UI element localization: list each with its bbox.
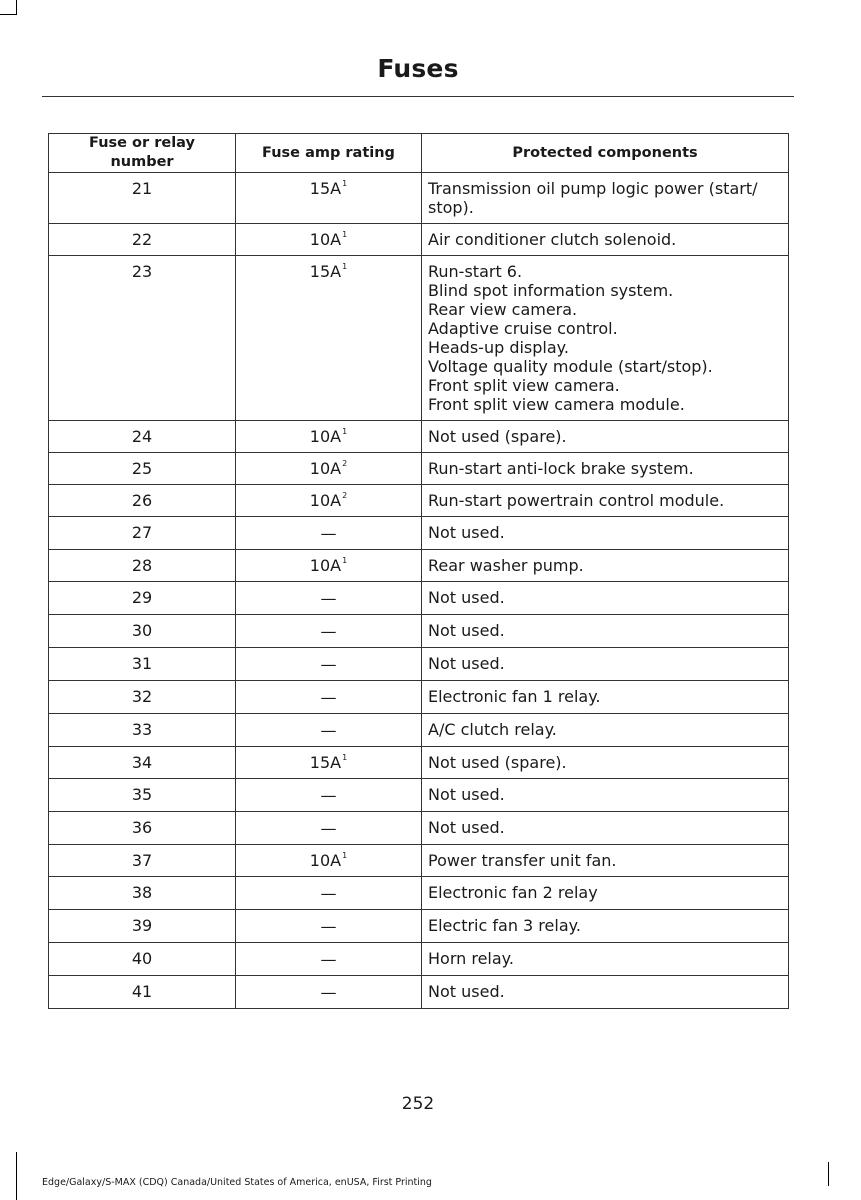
protected-components-cell (422, 976, 789, 1009)
fuse-number-cell: 39 (49, 910, 236, 943)
component-line: Air conditioner clutch solenoid. (428, 230, 677, 249)
amp-value: — (320, 688, 337, 707)
fuse-number-cell: 28 (49, 550, 236, 582)
amp-rating-cell (236, 747, 422, 779)
table-row (49, 517, 789, 550)
amp-value: 15A (309, 262, 342, 281)
table-row (49, 943, 789, 976)
footnote-marker: 1 (342, 753, 348, 762)
footnote-marker: 1 (342, 556, 348, 565)
component-line: Front split view camera module. (428, 395, 685, 414)
table-row (49, 256, 789, 421)
table-row (49, 877, 789, 910)
component-line: Blind spot information system. (428, 281, 674, 300)
protected-components-cell (422, 845, 789, 877)
amp-value: — (320, 655, 337, 674)
amp-rating-cell (236, 224, 422, 256)
component-line: Run-start powertrain control module. (428, 491, 725, 510)
component-line: Not used. (428, 785, 505, 804)
table-header-row (49, 134, 789, 173)
footer-text: Edge/Galaxy/S-MAX (CDQ) Canada/United States of America, enUSA, First Printing (42, 1177, 432, 1188)
footnote-marker: 2 (342, 459, 348, 468)
footnote-marker: 2 (342, 491, 348, 500)
table-row (49, 714, 789, 747)
amp-rating-cell (236, 615, 422, 648)
table-row (49, 910, 789, 943)
footnote-marker: 1 (342, 179, 348, 188)
component-line: Electronic fan 1 relay. (428, 687, 601, 706)
amp-rating-cell (236, 877, 422, 910)
table-row (49, 648, 789, 681)
fuse-number-cell: 32 (49, 681, 236, 714)
component-line: Not used. (428, 523, 505, 542)
protected-components-cell (422, 877, 789, 910)
page-number: 252 (401, 1094, 435, 1114)
footnote-marker: 1 (342, 427, 348, 436)
amp-rating-cell (236, 453, 422, 485)
amp-value: 15A (309, 179, 342, 198)
table-row (49, 453, 789, 485)
protected-components-cell (422, 550, 789, 582)
footnote-marker: 1 (342, 230, 348, 239)
component-line: Run-start 6. (428, 262, 523, 281)
footnote-marker: 1 (342, 851, 348, 860)
fuse-number-cell: 33 (49, 714, 236, 747)
component-line: Voltage quality module (start/stop). (428, 357, 713, 376)
component-line: Not used. (428, 588, 505, 607)
component-line: Power transfer unit fan. (428, 851, 617, 870)
protected-components-cell (422, 779, 789, 812)
table-row (49, 582, 789, 615)
protected-components-cell (422, 421, 789, 453)
footnote-marker: 1 (342, 262, 348, 271)
component-line: Not used. (428, 982, 505, 1001)
amp-value: 10A (309, 556, 342, 575)
fuse-number-cell: 35 (49, 779, 236, 812)
table-row (49, 173, 789, 224)
fuse-number-cell: 37 (49, 845, 236, 877)
table-row (49, 421, 789, 453)
fuse-number-cell: 38 (49, 877, 236, 910)
protected-components-cell (422, 747, 789, 779)
protected-components-cell (422, 615, 789, 648)
amp-rating-cell (236, 845, 422, 877)
component-line: Electronic fan 2 relay (428, 883, 598, 902)
table-row (49, 779, 789, 812)
amp-value: 10A (309, 230, 342, 249)
component-line: Run-start anti-lock brake system. (428, 459, 694, 478)
amp-rating-cell (236, 779, 422, 812)
fuse-number-cell: 29 (49, 582, 236, 615)
protected-components-cell (422, 485, 789, 517)
amp-value: 10A (309, 491, 342, 510)
amp-rating-cell (236, 943, 422, 976)
amp-value: 10A (309, 427, 342, 446)
component-line: Electric fan 3 relay. (428, 916, 581, 935)
fuse-number-cell: 26 (49, 485, 236, 517)
component-line: Heads-up display. (428, 338, 569, 357)
protected-components-cell (422, 910, 789, 943)
crop-mark-bottom-right-v (828, 1162, 829, 1186)
fuse-table (48, 133, 789, 1009)
fuse-number-cell: 36 (49, 812, 236, 845)
fuse-number-cell: 23 (49, 256, 236, 421)
protected-components-cell (422, 648, 789, 681)
protected-components-cell (422, 224, 789, 256)
amp-value: — (320, 721, 337, 740)
fuse-number-cell: 41 (49, 976, 236, 1009)
amp-value: — (320, 819, 337, 838)
amp-rating-cell (236, 485, 422, 517)
amp-value: — (320, 884, 337, 903)
component-line: A/C clutch relay. (428, 720, 557, 739)
fuse-number-cell: 24 (49, 421, 236, 453)
amp-rating-cell (236, 421, 422, 453)
protected-components-cell (422, 714, 789, 747)
protected-components-cell (422, 812, 789, 845)
amp-value: — (320, 950, 337, 969)
crop-mark-bottom-left-v (16, 1152, 17, 1200)
header-fuse-number: Fuse or relay number (49, 134, 236, 173)
component-line: Rear washer pump. (428, 556, 584, 575)
amp-value: — (320, 622, 337, 641)
amp-value: — (320, 589, 337, 608)
table-row (49, 615, 789, 648)
amp-rating-cell (236, 256, 422, 421)
protected-components-cell (422, 517, 789, 550)
component-line: stop). (428, 198, 474, 217)
amp-rating-cell (236, 812, 422, 845)
table-row (49, 550, 789, 582)
amp-rating-cell (236, 173, 422, 224)
table-row (49, 976, 789, 1009)
protected-components-cell (422, 582, 789, 615)
component-line: Not used (spare). (428, 427, 567, 446)
protected-components-cell (422, 173, 789, 224)
header-amp-rating: Fuse amp rating (236, 134, 422, 173)
fuse-number-cell: 27 (49, 517, 236, 550)
protected-components-cell (422, 256, 789, 421)
fuse-number-cell: 22 (49, 224, 236, 256)
amp-rating-cell (236, 976, 422, 1009)
component-line: Horn relay. (428, 949, 514, 968)
page-title: Fuses (377, 54, 459, 83)
table-row (49, 485, 789, 517)
amp-value: — (320, 983, 337, 1002)
table-body (49, 173, 789, 1009)
fuse-number-cell: 31 (49, 648, 236, 681)
crop-mark-top-left-v (16, 0, 17, 14)
component-line: Not used. (428, 654, 505, 673)
amp-value: — (320, 524, 337, 543)
table-row (49, 747, 789, 779)
component-line: Adaptive cruise control. (428, 319, 618, 338)
amp-value: — (320, 786, 337, 805)
fuse-number-cell: 30 (49, 615, 236, 648)
amp-value: 15A (309, 753, 342, 772)
title-divider (42, 96, 794, 97)
amp-rating-cell (236, 517, 422, 550)
protected-components-cell (422, 681, 789, 714)
fuse-number-cell: 34 (49, 747, 236, 779)
amp-rating-cell (236, 910, 422, 943)
protected-components-cell (422, 943, 789, 976)
component-line: Not used. (428, 621, 505, 640)
component-line: Front split view camera. (428, 376, 620, 395)
component-line: Transmission oil pump logic power (start/ (428, 179, 758, 198)
protected-components-cell (422, 453, 789, 485)
table-row (49, 681, 789, 714)
amp-rating-cell (236, 582, 422, 615)
amp-rating-cell (236, 550, 422, 582)
amp-value: 10A (309, 851, 342, 870)
component-line: Rear view camera. (428, 300, 578, 319)
header-protected-components: Protected components (422, 134, 789, 173)
crop-mark-top-left-h (0, 14, 17, 15)
table-row (49, 845, 789, 877)
component-line: Not used. (428, 818, 505, 837)
amp-rating-cell (236, 648, 422, 681)
amp-rating-cell (236, 681, 422, 714)
table-row (49, 812, 789, 845)
amp-value: 10A (309, 459, 342, 478)
component-line: Not used (spare). (428, 753, 567, 772)
amp-value: — (320, 917, 337, 936)
fuse-number-cell: 21 (49, 173, 236, 224)
fuse-number-cell: 25 (49, 453, 236, 485)
table-row (49, 224, 789, 256)
amp-rating-cell (236, 714, 422, 747)
fuse-number-cell: 40 (49, 943, 236, 976)
